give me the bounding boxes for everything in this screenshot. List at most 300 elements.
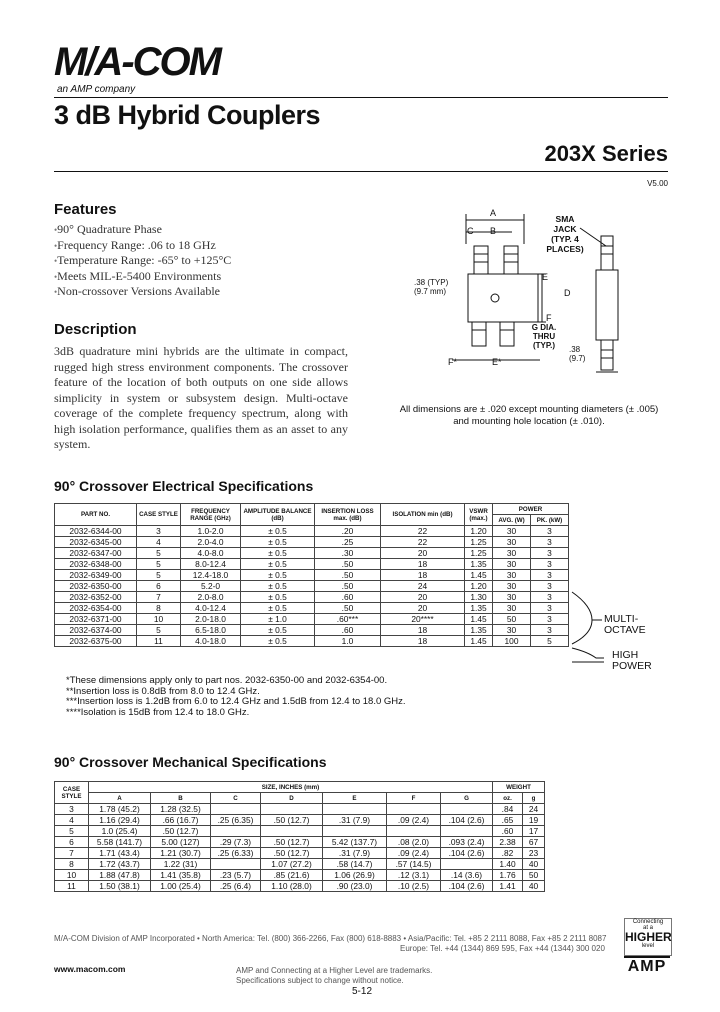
sma-jack-label bbox=[545, 214, 585, 254]
table-cell: 30 bbox=[493, 526, 531, 537]
table-cell: 5 bbox=[55, 826, 89, 837]
table-row bbox=[55, 859, 545, 870]
table-cell: 18 bbox=[381, 559, 465, 570]
col-header-grams: g bbox=[523, 793, 545, 804]
table-cell: .25 (6.35) bbox=[211, 815, 261, 826]
table-cell: 30 bbox=[493, 581, 531, 592]
feature-item: • Frequency Range: .06 to 18 GHz bbox=[54, 238, 231, 254]
table-cell: 5 bbox=[137, 559, 181, 570]
table-cell bbox=[323, 804, 387, 815]
table-cell: 2.0-18.0 bbox=[181, 614, 241, 625]
table-cell: 3 bbox=[531, 526, 569, 537]
table-cell: 2032-6375-00 bbox=[55, 636, 137, 647]
table-cell: 1.07 (27.2) bbox=[261, 859, 323, 870]
badge-bottom-text: level bbox=[641, 943, 655, 949]
col-header-avg: AVG. (W) bbox=[493, 515, 531, 526]
website-link[interactable]: www.macom.com bbox=[54, 964, 126, 974]
table-cell: 1.41 bbox=[493, 881, 523, 892]
dim-label-c: C bbox=[467, 226, 474, 236]
dim-label-b: B bbox=[490, 226, 497, 236]
power-line: POWER bbox=[612, 660, 652, 672]
side-view-body bbox=[596, 270, 618, 340]
table-row bbox=[55, 581, 569, 592]
table-cell: 3 bbox=[531, 603, 569, 614]
table-cell: 23 bbox=[523, 848, 545, 859]
footnote: **Insertion loss is 0.8dB from 8.0 to 12.4 GHz. bbox=[66, 685, 260, 697]
table-cell: 3 bbox=[55, 804, 89, 815]
table-cell: 100 bbox=[493, 636, 531, 647]
table-cell: 5 bbox=[137, 625, 181, 636]
table-cell bbox=[261, 826, 323, 837]
table-cell: 1.78 (45.2) bbox=[89, 804, 151, 815]
table-cell: 1.25 bbox=[465, 537, 493, 548]
table-cell: 5 bbox=[531, 636, 569, 647]
table-cell: .25 (6.33) bbox=[211, 848, 261, 859]
side-97-line: (9.7) bbox=[569, 354, 586, 363]
g-dia-line: G DIA. bbox=[531, 323, 557, 332]
features-heading: Features bbox=[54, 201, 117, 218]
table-cell: 4.0-12.4 bbox=[181, 603, 241, 614]
table-cell: 6.5-18.0 bbox=[181, 625, 241, 636]
table-cell: .50 (12.7) bbox=[261, 837, 323, 848]
table-cell: 8 bbox=[55, 859, 89, 870]
g-dia-label bbox=[524, 323, 564, 350]
table-cell: 30 bbox=[493, 559, 531, 570]
col-header-pk: PK. (kW) bbox=[531, 515, 569, 526]
table-cell: 2032-6374-00 bbox=[55, 625, 137, 636]
company-logo: M/A-COM bbox=[54, 40, 220, 84]
col-header-oz: oz. bbox=[493, 793, 523, 804]
table-cell: 2032-6354-00 bbox=[55, 603, 137, 614]
table-cell: 11 bbox=[137, 636, 181, 647]
table-row bbox=[55, 592, 569, 603]
table-cell: .65 bbox=[493, 815, 523, 826]
dim-label-a: A bbox=[490, 208, 497, 218]
table-cell: 2.0-8.0 bbox=[181, 592, 241, 603]
places-label-line: PLACES) bbox=[546, 244, 584, 254]
table-cell: 3 bbox=[531, 537, 569, 548]
coupler-outline-drawing bbox=[400, 206, 670, 402]
table-cell: 2032-6371-00 bbox=[55, 614, 137, 625]
table-cell: .50 bbox=[315, 581, 381, 592]
table-cell: 5.00 (127) bbox=[151, 837, 211, 848]
table-cell: 50 bbox=[523, 870, 545, 881]
table-cell bbox=[211, 859, 261, 870]
table-cell: .31 (7.9) bbox=[323, 848, 387, 859]
table-cell: .08 (2.0) bbox=[387, 837, 441, 848]
table-row bbox=[55, 815, 545, 826]
table-cell bbox=[441, 826, 493, 837]
footnote: *These dimensions apply only to part nos. 2032-6350-00 and 2032-6354-00. bbox=[66, 675, 388, 686]
col-header-g: G bbox=[441, 793, 493, 804]
table-row bbox=[55, 837, 545, 848]
table-cell: 1.45 bbox=[465, 636, 493, 647]
col-header-a: A bbox=[89, 793, 151, 804]
table-cell: .50 bbox=[315, 570, 381, 581]
table-row bbox=[55, 614, 569, 625]
table-cell: ± 0.5 bbox=[241, 548, 315, 559]
table-cell: 1.45 bbox=[465, 570, 493, 581]
mounting-hole bbox=[491, 294, 499, 302]
mechanical-specs-heading: 90° Crossover Mechanical Specifications bbox=[54, 754, 327, 770]
table-cell: ± 0.5 bbox=[241, 526, 315, 537]
dim-label-f: F bbox=[546, 313, 552, 323]
table-cell: .58 (14.7) bbox=[323, 859, 387, 870]
table-cell: 1.35 bbox=[465, 625, 493, 636]
table-cell: 1.88 (47.8) bbox=[89, 870, 151, 881]
table-cell: 30 bbox=[493, 603, 531, 614]
col-header-weight: WEIGHT bbox=[493, 782, 545, 793]
sma-connector-top-right bbox=[504, 246, 518, 274]
table-cell: 3 bbox=[531, 570, 569, 581]
jack-label-line: JACK bbox=[553, 224, 577, 234]
table-row bbox=[55, 548, 569, 559]
electrical-specs-heading: 90° Crossover Electrical Specifications bbox=[54, 478, 314, 494]
col-header-amp: AMPLITUDE BALANCE (dB) bbox=[241, 504, 315, 526]
table-cell: 1.16 (29.4) bbox=[89, 815, 151, 826]
badge-top-text: Connecting bbox=[632, 919, 664, 925]
table-cell: 4 bbox=[55, 815, 89, 826]
table-row bbox=[55, 636, 569, 647]
table-cell: 1.72 (43.7) bbox=[89, 859, 151, 870]
table-cell: 22 bbox=[381, 537, 465, 548]
table-cell: 4.0-8.0 bbox=[181, 548, 241, 559]
table-cell: 20 bbox=[381, 603, 465, 614]
features-list bbox=[54, 222, 231, 300]
table-cell: 5 bbox=[137, 570, 181, 581]
electrical-footnotes bbox=[66, 676, 406, 718]
table-cell: 3 bbox=[531, 581, 569, 592]
table-cell: 3 bbox=[531, 559, 569, 570]
table-cell: 12.4-18.0 bbox=[181, 570, 241, 581]
col-header-case: CASE STYLE bbox=[137, 504, 181, 526]
description-heading: Description bbox=[54, 321, 137, 338]
table-cell: 1.21 (30.7) bbox=[151, 848, 211, 859]
amp-logo: AMP bbox=[624, 956, 670, 976]
table-cell: .60 bbox=[493, 826, 523, 837]
table-cell: .60 bbox=[315, 592, 381, 603]
multi-octave-bracket bbox=[572, 592, 592, 644]
footnote: ***Insertion loss is 1.2dB from 6.0 to 12.4 GHz and 1.5dB from 12.4 to 18.0 GHz. bbox=[66, 696, 406, 707]
trademark-note: AMP and Connecting at a Higher Level are trademarks. bbox=[236, 966, 433, 975]
table-cell: 18 bbox=[381, 636, 465, 647]
table-cell: .104 (2.6) bbox=[441, 848, 493, 859]
table-cell bbox=[441, 804, 493, 815]
table-cell: 3 bbox=[531, 614, 569, 625]
footer-contact-line-2: Europe: Tel. +44 (1344) 869 595, Fax +44 (1344) 300 020 bbox=[400, 944, 605, 953]
header-rule bbox=[54, 97, 668, 98]
table-cell: .25 (6.4) bbox=[211, 881, 261, 892]
table-cell bbox=[211, 804, 261, 815]
dim-label-d: D bbox=[564, 288, 571, 298]
table-cell: 20 bbox=[381, 592, 465, 603]
page-number: 5-12 bbox=[352, 986, 373, 997]
typ4-label-line: (TYP. 4 bbox=[551, 234, 579, 244]
col-header-f: F bbox=[387, 793, 441, 804]
table-cell: 1.35 bbox=[465, 603, 493, 614]
col-header-vswr: VSWR (max.) bbox=[465, 504, 493, 526]
table-cell: 2032-6349-00 bbox=[55, 570, 137, 581]
table-row bbox=[55, 826, 545, 837]
table-cell: .50 (12.7) bbox=[261, 848, 323, 859]
table-cell: .12 (3.1) bbox=[387, 870, 441, 881]
table-cell: .14 (3.6) bbox=[441, 870, 493, 881]
table-cell: 18 bbox=[381, 625, 465, 636]
table-cell: 30 bbox=[493, 625, 531, 636]
table-cell: 3 bbox=[531, 548, 569, 559]
dimension-tolerance-note: All dimensions are ± .020 except mounting diameters (± .005) and mounting hole location (± .010). bbox=[399, 404, 659, 427]
table-cell: 5.2-0 bbox=[181, 581, 241, 592]
table-cell: 1.06 (26.9) bbox=[323, 870, 387, 881]
table-cell: .50 (12.7) bbox=[261, 815, 323, 826]
table-cell: 1.35 bbox=[465, 559, 493, 570]
typ38-line: .38 (TYP) bbox=[414, 278, 449, 287]
table-cell: 1.22 (31) bbox=[151, 859, 211, 870]
table-cell: .23 (5.7) bbox=[211, 870, 261, 881]
electrical-specs-table bbox=[54, 503, 569, 647]
col-header-ins: INSERTION LOSS max. (dB) bbox=[315, 504, 381, 526]
page-title: 3 dB Hybrid Couplers bbox=[54, 100, 321, 130]
table-cell: 1.41 (35.8) bbox=[151, 870, 211, 881]
table-cell: 20 bbox=[381, 548, 465, 559]
table-cell: 8 bbox=[137, 603, 181, 614]
table-cell: .60 bbox=[315, 625, 381, 636]
table-cell: 3 bbox=[137, 526, 181, 537]
table-cell: 30 bbox=[493, 537, 531, 548]
high-power-pointer bbox=[572, 648, 604, 658]
table-cell: 3 bbox=[531, 625, 569, 636]
side-38-line: .38 bbox=[569, 345, 581, 354]
table-cell bbox=[387, 826, 441, 837]
col-header-part: PART NO. bbox=[55, 504, 137, 526]
table-cell: 4 bbox=[137, 537, 181, 548]
footer-contact-line-1: M/A-COM Division of AMP Incorporated • North America: Tel. (800) 366-2266, Fax (800) 618-8883 • Asia/Pacific: Tel. +85 2 2111 8088, Fax +85 2 2111 8087 bbox=[54, 934, 607, 943]
table-cell: .84 bbox=[493, 804, 523, 815]
table-cell: .29 (7.3) bbox=[211, 837, 261, 848]
table-cell: 1.45 bbox=[465, 614, 493, 625]
feature-item: • Temperature Range: -65° to +125°C bbox=[54, 253, 231, 269]
table-subheader-row bbox=[55, 793, 545, 804]
table-cell: ± 0.5 bbox=[241, 625, 315, 636]
table-cell: 2032-6347-00 bbox=[55, 548, 137, 559]
col-header-e: E bbox=[323, 793, 387, 804]
table-cell: 2032-6345-00 bbox=[55, 537, 137, 548]
table-cell: 20**** bbox=[381, 614, 465, 625]
table-cell: 1.50 (38.1) bbox=[89, 881, 151, 892]
table-cell bbox=[441, 859, 493, 870]
table-cell: 24 bbox=[523, 804, 545, 815]
table-cell: 2.38 bbox=[493, 837, 523, 848]
table-row bbox=[55, 848, 545, 859]
badge-mid-text: at a bbox=[642, 925, 653, 931]
table-cell: 30 bbox=[493, 548, 531, 559]
table-cell: 30 bbox=[493, 592, 531, 603]
table-cell: ± 0.5 bbox=[241, 570, 315, 581]
table-cell: .30 bbox=[315, 548, 381, 559]
table-cell: .50 bbox=[315, 603, 381, 614]
table-row bbox=[55, 804, 545, 815]
table-cell: ± 0.5 bbox=[241, 537, 315, 548]
sma-connector-top-left bbox=[474, 246, 488, 274]
table-cell: 1.76 bbox=[493, 870, 523, 881]
table-cell: 5.42 (137.7) bbox=[323, 837, 387, 848]
table-cell: .50 (12.7) bbox=[151, 826, 211, 837]
table-cell: .093 (2.4) bbox=[441, 837, 493, 848]
mm97-line: (9.7 mm) bbox=[414, 287, 446, 296]
table-cell: 10 bbox=[55, 870, 89, 881]
table-row bbox=[55, 625, 569, 636]
table-cell: ± 0.5 bbox=[241, 603, 315, 614]
table-cell: .82 bbox=[493, 848, 523, 859]
thru-line: THRU bbox=[532, 332, 556, 341]
series-rule bbox=[54, 171, 668, 172]
table-cell bbox=[261, 804, 323, 815]
table-cell: .31 (7.9) bbox=[323, 815, 387, 826]
col-header-iso: ISOLATION min (dB) bbox=[381, 504, 465, 526]
sma-connector-bottom-left bbox=[472, 322, 486, 346]
typ-line: (TYP.) bbox=[532, 341, 556, 350]
mechanical-table-body bbox=[55, 804, 545, 892]
multi-line: MULTI- bbox=[604, 613, 639, 625]
table-cell: 5 bbox=[137, 548, 181, 559]
bracket-lines bbox=[566, 586, 606, 676]
table-cell: 1.0 bbox=[315, 636, 381, 647]
dim-label-f-star: F* bbox=[448, 357, 457, 367]
table-header-row bbox=[55, 504, 569, 515]
table-cell: 2032-6348-00 bbox=[55, 559, 137, 570]
table-cell: 24 bbox=[381, 581, 465, 592]
table-cell: .09 (2.4) bbox=[387, 848, 441, 859]
table-cell: .50 bbox=[315, 559, 381, 570]
company-logo-subtitle: an AMP company bbox=[57, 84, 136, 95]
table-cell: ± 0.5 bbox=[241, 636, 315, 647]
table-cell: 40 bbox=[523, 881, 545, 892]
table-cell bbox=[211, 826, 261, 837]
table-cell: 1.30 bbox=[465, 592, 493, 603]
connecting-higher-badge bbox=[624, 918, 672, 956]
table-cell: ± 0.5 bbox=[241, 581, 315, 592]
table-cell: 1.10 (28.0) bbox=[261, 881, 323, 892]
table-cell: 2.0-4.0 bbox=[181, 537, 241, 548]
octave-line: OCTAVE bbox=[604, 624, 646, 636]
table-cell: 4.0-18.0 bbox=[181, 636, 241, 647]
table-cell: 17 bbox=[523, 826, 545, 837]
table-cell: 2032-6350-00 bbox=[55, 581, 137, 592]
col-header-b: B bbox=[151, 793, 211, 804]
table-cell: .104 (2.6) bbox=[441, 881, 493, 892]
col-header-freq: FREQUENCY RANGE (GHz) bbox=[181, 504, 241, 526]
version-label: V5.00 bbox=[647, 179, 668, 188]
table-cell: 3 bbox=[531, 592, 569, 603]
badge-main-text: HIGHER bbox=[625, 930, 672, 944]
feature-item: • Meets MIL-E-5400 Environments bbox=[54, 269, 231, 285]
table-row bbox=[55, 870, 545, 881]
table-cell bbox=[387, 804, 441, 815]
dim-label-side-38 bbox=[569, 345, 585, 363]
multi-octave-label bbox=[604, 614, 646, 636]
table-cell: .90 (23.0) bbox=[323, 881, 387, 892]
table-cell: 19 bbox=[523, 815, 545, 826]
table-cell: 7 bbox=[137, 592, 181, 603]
table-cell: .85 (21.6) bbox=[261, 870, 323, 881]
table-cell: ± 1.0 bbox=[241, 614, 315, 625]
col-header-size: SIZE, INCHES (mm) bbox=[89, 782, 493, 793]
table-cell: 1.20 bbox=[465, 526, 493, 537]
col-header-case: CASE STYLE bbox=[55, 782, 89, 804]
table-cell bbox=[323, 826, 387, 837]
table-cell: 67 bbox=[523, 837, 545, 848]
table-cell: 5.58 (141.7) bbox=[89, 837, 151, 848]
table-cell: 2032-6352-00 bbox=[55, 592, 137, 603]
table-cell: 7 bbox=[55, 848, 89, 859]
footnote: ****Isolation is 15dB from 12.4 to 18.0 GHz. bbox=[66, 706, 250, 718]
table-cell: 1.0 (25.4) bbox=[89, 826, 151, 837]
table-row bbox=[55, 881, 545, 892]
series-title: 203X Series bbox=[544, 141, 668, 166]
table-cell: ± 0.5 bbox=[241, 592, 315, 603]
table-cell: .20 bbox=[315, 526, 381, 537]
table-cell: .60*** bbox=[315, 614, 381, 625]
table-cell: .25 bbox=[315, 537, 381, 548]
feature-item: • Non-crossover Versions Available bbox=[54, 284, 231, 300]
table-cell: 1.71 (43.4) bbox=[89, 848, 151, 859]
table-cell: 1.40 bbox=[493, 859, 523, 870]
dim-label-38-typ bbox=[414, 278, 448, 296]
table-cell: 50 bbox=[493, 614, 531, 625]
table-row bbox=[55, 559, 569, 570]
table-row bbox=[55, 537, 569, 548]
electrical-table-body bbox=[55, 526, 569, 647]
table-cell: 1.00 (25.4) bbox=[151, 881, 211, 892]
col-header-d: D bbox=[261, 793, 323, 804]
coupler-body bbox=[468, 274, 538, 322]
table-cell: 30 bbox=[493, 570, 531, 581]
high-line: HIGH bbox=[612, 649, 639, 661]
table-row bbox=[55, 526, 569, 537]
table-cell: 1.0-2.0 bbox=[181, 526, 241, 537]
table-cell: 8.0-12.4 bbox=[181, 559, 241, 570]
table-cell: ± 0.5 bbox=[241, 559, 315, 570]
table-cell: 40 bbox=[523, 859, 545, 870]
table-row bbox=[55, 603, 569, 614]
table-cell: 10 bbox=[137, 614, 181, 625]
dim-label-e-star: E* bbox=[492, 357, 502, 367]
mechanical-specs-table bbox=[54, 781, 545, 892]
table-cell: .104 (2.6) bbox=[441, 815, 493, 826]
specs-change-note: Specifications subject to change without notice. bbox=[236, 976, 404, 985]
table-cell: 11 bbox=[55, 881, 89, 892]
table-cell: 1.20 bbox=[465, 581, 493, 592]
table-cell: .57 (14.5) bbox=[387, 859, 441, 870]
table-cell: 18 bbox=[381, 570, 465, 581]
sma-connector-bottom-right bbox=[500, 322, 514, 346]
table-cell: .09 (2.4) bbox=[387, 815, 441, 826]
table-cell: 6 bbox=[55, 837, 89, 848]
table-header-row bbox=[55, 782, 545, 793]
table-cell: 6 bbox=[137, 581, 181, 592]
table-cell: 2032-6344-00 bbox=[55, 526, 137, 537]
col-header-c: C bbox=[211, 793, 261, 804]
description-text: 3dB quadrature mini hybrids are the ultimate in compact, rugged high stress environment components. The crossover feature of the location of both outputs on one side allows simplicity in system or subsystem design. Multi-octave coverage of the complete frequency spectrum, along with high isolation performance, qualifies them as an asset to any system. bbox=[54, 344, 348, 451]
table-cell: 22 bbox=[381, 526, 465, 537]
feature-item: • 90° Quadrature Phase bbox=[54, 222, 231, 238]
table-row bbox=[55, 570, 569, 581]
table-cell: 1.25 bbox=[465, 548, 493, 559]
table-cell: .10 (2.5) bbox=[387, 881, 441, 892]
table-cell: 1.28 (32.5) bbox=[151, 804, 211, 815]
high-power-label bbox=[612, 650, 652, 672]
dim-label-e: E bbox=[542, 272, 549, 282]
